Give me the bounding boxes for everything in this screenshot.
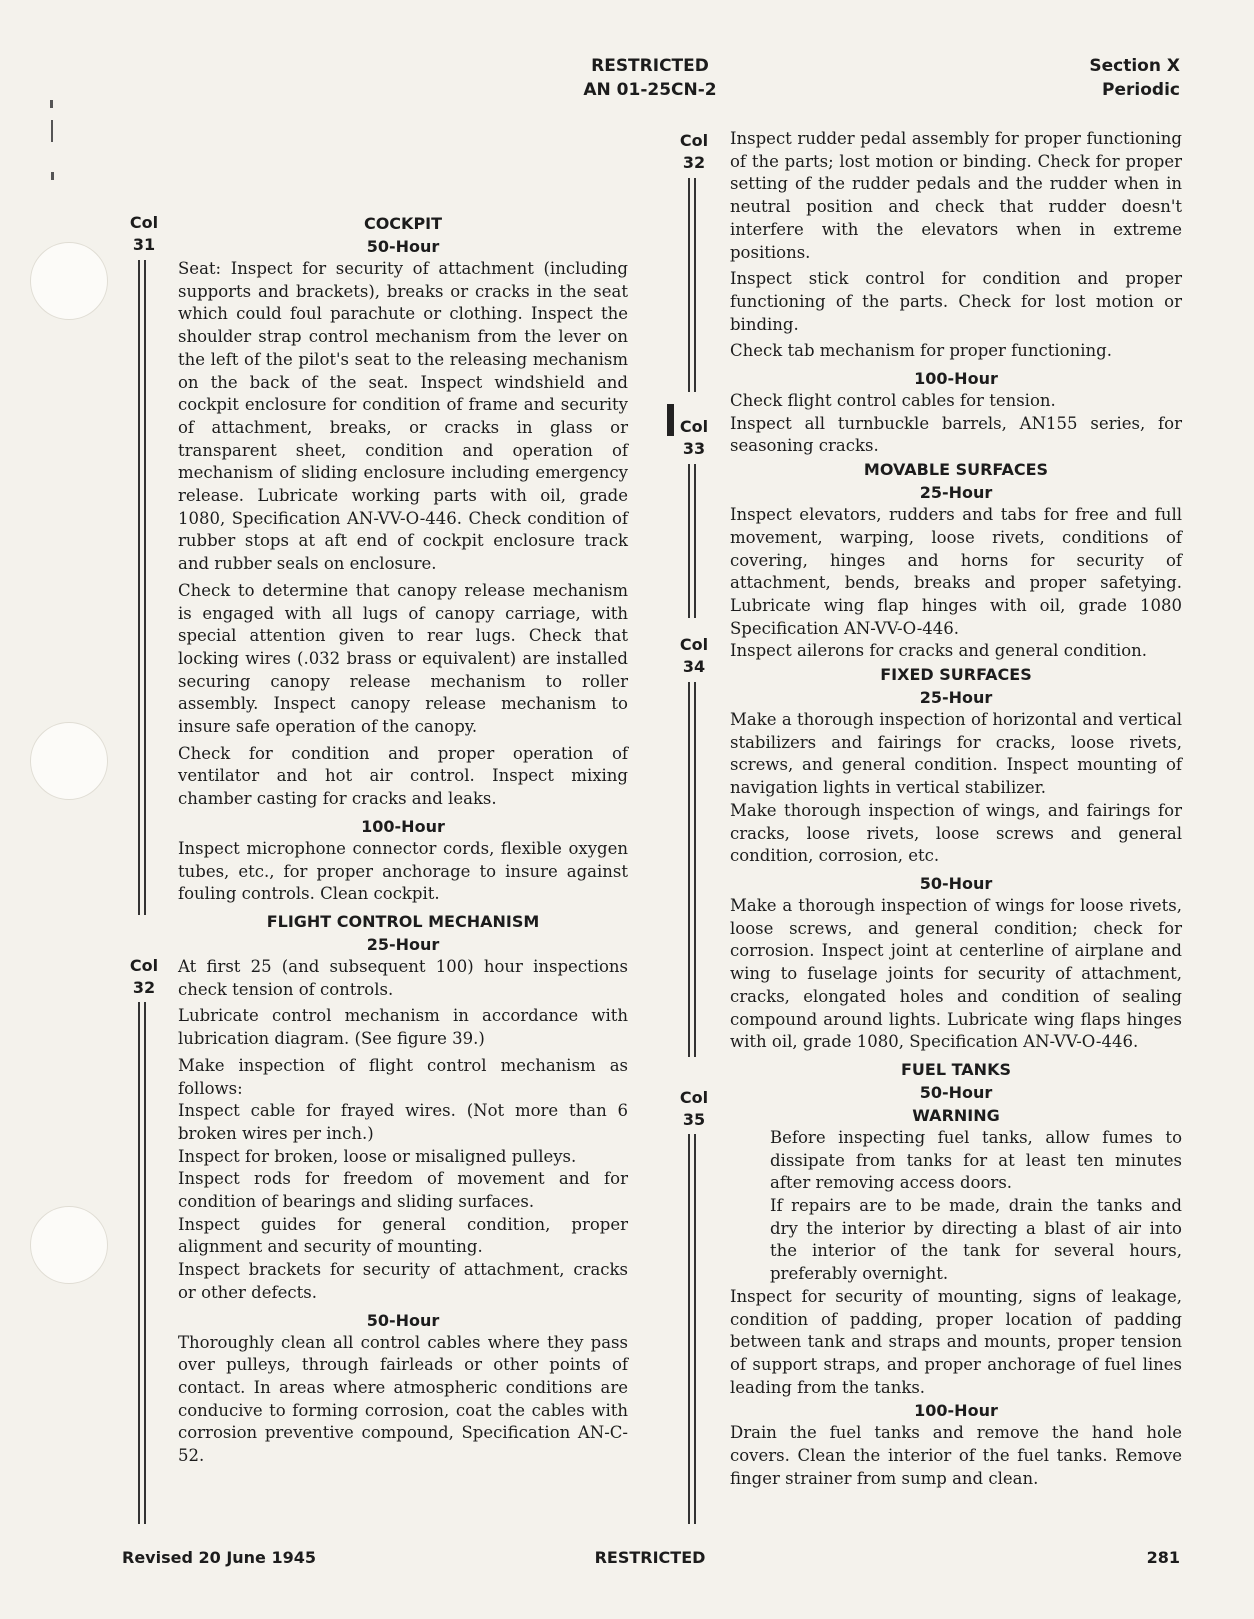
subheading-cockpit-50-hour: 50-Hour [366, 237, 440, 256]
margin-speck [51, 172, 54, 180]
header-section-title: Periodic [1102, 80, 1180, 100]
subheading-fixed-50-hour: 50-Hour [919, 873, 993, 893]
heading-fixed-surfaces: FIXED SURFACES [880, 665, 1032, 685]
paragraph-pulleys: Inspect for broken, loose or misaligned pulleys. [178, 1146, 577, 1166]
page-number: 281 [1146, 1548, 1180, 1567]
paragraph-stick-control: Inspect stick control for condition and proper functioning of the parts. Check for lost motion or binding. [730, 269, 1182, 334]
left-text-column [178, 212, 628, 1472]
heading-movable-surfaces: MOVABLE SURFACES [863, 460, 1049, 480]
header-restricted: RESTRICTED [591, 56, 709, 76]
revision-bar [667, 404, 674, 436]
paragraph-canopy-release: Check to determine that canopy release mechanism is engaged with all lugs of canopy carriage, with special attention given to rear lugs. Check that locking wires (.032 brass or equivalent) are installed securing canopy release mechanism to roller assembly. Inspect canopy release mechanism to insure safe operation of the canopy. [178, 580, 628, 737]
col-marker-35: Col 35 [679, 1088, 709, 1129]
subheading-fixed-25-hour: 25-Hour [919, 688, 993, 708]
subheading-cockpit-100-hour: 100-Hour [361, 816, 445, 836]
heading-flight-control: FLIGHT CONTROL MECHANISM [266, 911, 540, 931]
page-header-center [540, 54, 760, 102]
paragraph-seat: Seat: Inspect for security of attachment (including supports and brackets), breaks or cracks in the seat which could foul parachute or clothing. Inspect the shoulder strap control mechanism from the lever on the left of the pilot's seat to the releasing mechanism on the back of the seat. Inspect windshield and cockpit enclosure for condition of frame and security of attachment, breaks, or cracks in glass or transparent sheet, condition and operation of mechanism of sliding enclosure including emergency release. Lubricate working parts with oil, grade 1080, Specification AN-VV-O-446. Check condition of rubber stops at aft end of cockpit enclosure track and rubber seals on enclosure. [178, 259, 628, 574]
paragraph-turnbuckle: Inspect all turnbuckle barrels, AN155 series, for seasoning cracks. [730, 413, 1182, 456]
margin-speck [50, 100, 53, 108]
paragraph-tab-mechanism: Check tab mechanism for proper functioning. [730, 341, 1112, 361]
paragraph-rudder-pedal: Inspect rudder pedal assembly for proper functioning of the parts; lost motion or binding. Check for proper setting of the rudder pedals and the rudder when in neutral position and check that rudder doesn't interfere with the elevators when in extreme positions. [730, 129, 1182, 262]
col-bar-31 [138, 260, 146, 915]
subheading-movable-25-hour: 25-Hour [919, 483, 993, 503]
paragraph-inspection-intro: Make inspection of flight control mechanism as follows: [178, 1055, 628, 1098]
paragraph-elevators: Inspect elevators, rudders and tabs for free and full movement, warping, loose rivets, conditions of covering, hinges and horns for security of attachment, bends, breaks and proper safetying. Lubricate wing flap hinges with oil, grade 1080 Specification AN-VV-O-446. [730, 505, 1182, 638]
punch-hole-top [30, 242, 108, 320]
col-bar-33 [688, 464, 696, 618]
page-header-right [1089, 54, 1180, 102]
paragraph-drain-tanks: Drain the fuel tanks and remove the hand hole covers. Clean the interior of the fuel tanks. Remove finger strainer from sump and clean. [730, 1423, 1182, 1488]
punch-hole-bottom [30, 1206, 108, 1284]
paragraph-wings-fairings: Make thorough inspection of wings, and fairings for cracks, loose rivets, loose screws and general condition, corrosion, etc. [730, 800, 1182, 866]
paragraph-fuel-mounting: Inspect for security of mounting, signs of leakage, condition of padding, proper location of padding between tank and straps and mounts, proper tension of support straps, and proper anchorage of fuel lines leading from the tanks. [730, 1286, 1182, 1397]
paragraph-cable-tension: Check flight control cables for tension. [730, 391, 1056, 411]
paragraph-cable: Inspect cable for frayed wires. (Not more than 6 broken wires per inch.) [178, 1101, 628, 1143]
col-bar-32-continued [688, 178, 696, 392]
paragraph-stabilizers: Make a thorough inspection of horizontal and vertical stabilizers and fairings for cracks, loose rivets, screws, and general condition. Inspect mounting of navigation lights in vertical stabilizer. [730, 710, 1182, 798]
col-marker-33: Col 33 [679, 417, 709, 458]
subheading-flight-100-hour: 100-Hour [914, 369, 998, 389]
paragraph-rods: Inspect rods for freedom of movement and for condition of bearings and sliding surfaces. [178, 1169, 628, 1212]
paragraph-ailerons: Inspect ailerons for cracks and general condition. [730, 641, 1148, 661]
paragraph-ventilator: Check for condition and proper operation of ventilator and hot air control. Inspect mixing chamber casting for cracks and leaks. [178, 743, 628, 809]
col-bar-35 [688, 1134, 696, 1524]
subheading-flight-50-hour: 50-Hour [366, 1310, 440, 1330]
paragraph-wings-50: Make a thorough inspection of wings for loose rivets, loose screws, and general condition; check for corrosion. Inspect joint at centerline of airplane and wing to fuselage joints for security of attachment, cracks, elongated holes and condition of sealing compound around lights. Lubricate wing flaps hinges with oil, grade 1080, Specification AN-VV-O-446. [730, 895, 1182, 1052]
warning-paragraph-fumes: Before inspecting fuel tanks, allow fumes to dissipate from tanks for at least ten minutes after removing access doors. [770, 1127, 1182, 1193]
col-marker-34: Col 34 [679, 635, 709, 676]
paragraph-lubricate: Lubricate control mechanism in accordance with lubrication diagram. (See figure 39.) [178, 1006, 628, 1049]
paragraph-guides: Inspect guides for general condition, proper alignment and security of mounting. [178, 1214, 628, 1257]
margin-speck [51, 120, 53, 142]
header-section: Section X [1089, 56, 1180, 76]
warning-title: WARNING [912, 1105, 1000, 1125]
warning-box [730, 1127, 1182, 1286]
subheading-fuel-100-hour: 100-Hour [914, 1401, 998, 1421]
header-document-number: AN 01-25CN-2 [583, 80, 717, 100]
col-marker-31: Col 31 [129, 213, 159, 254]
col-marker-32: Col 32 [129, 956, 159, 997]
paragraph-brackets: Inspect brackets for security of attachment, cracks or other defects. [178, 1260, 628, 1302]
right-text-column [730, 128, 1182, 1494]
heading-fuel-tanks: FUEL TANKS [901, 1059, 1011, 1079]
subheading-fuel-50-hour: 50-Hour [919, 1082, 993, 1102]
punch-hole-middle [30, 722, 108, 800]
heading-cockpit: COCKPIT [363, 214, 443, 233]
col-bar-32 [138, 1002, 146, 1524]
subheading-flight-25-hour: 25-Hour [366, 934, 440, 954]
col-bar-34 [688, 682, 696, 1057]
paragraph-tension: At first 25 (and subsequent 100) hour inspections check tension of controls. [178, 956, 628, 999]
col-marker-32-continued: Col 32 [679, 131, 709, 172]
paragraph-clean-cables: Thoroughly clean all control cables where they pass over pulleys, through fairleads or other points of contact. In areas where atmospheric conditions are conducive to forming corrosion, coat the cables with corrosion preventive compound, Specification AN-C-52. [178, 1332, 628, 1466]
footer-revision-date: Revised 20 June 1945 [122, 1548, 317, 1567]
paragraph-microphone: Inspect microphone connector cords, flexible oxygen tubes, etc., for proper anchorage to insure against fouling controls. Clean cockpit. [178, 838, 628, 904]
footer-restricted: RESTRICTED [594, 1548, 706, 1567]
warning-paragraph-repairs: If repairs are to be made, drain the tanks and dry the interior by directing a blast of air into the interior of the tank for several hours, preferably overnight. [770, 1196, 1182, 1284]
